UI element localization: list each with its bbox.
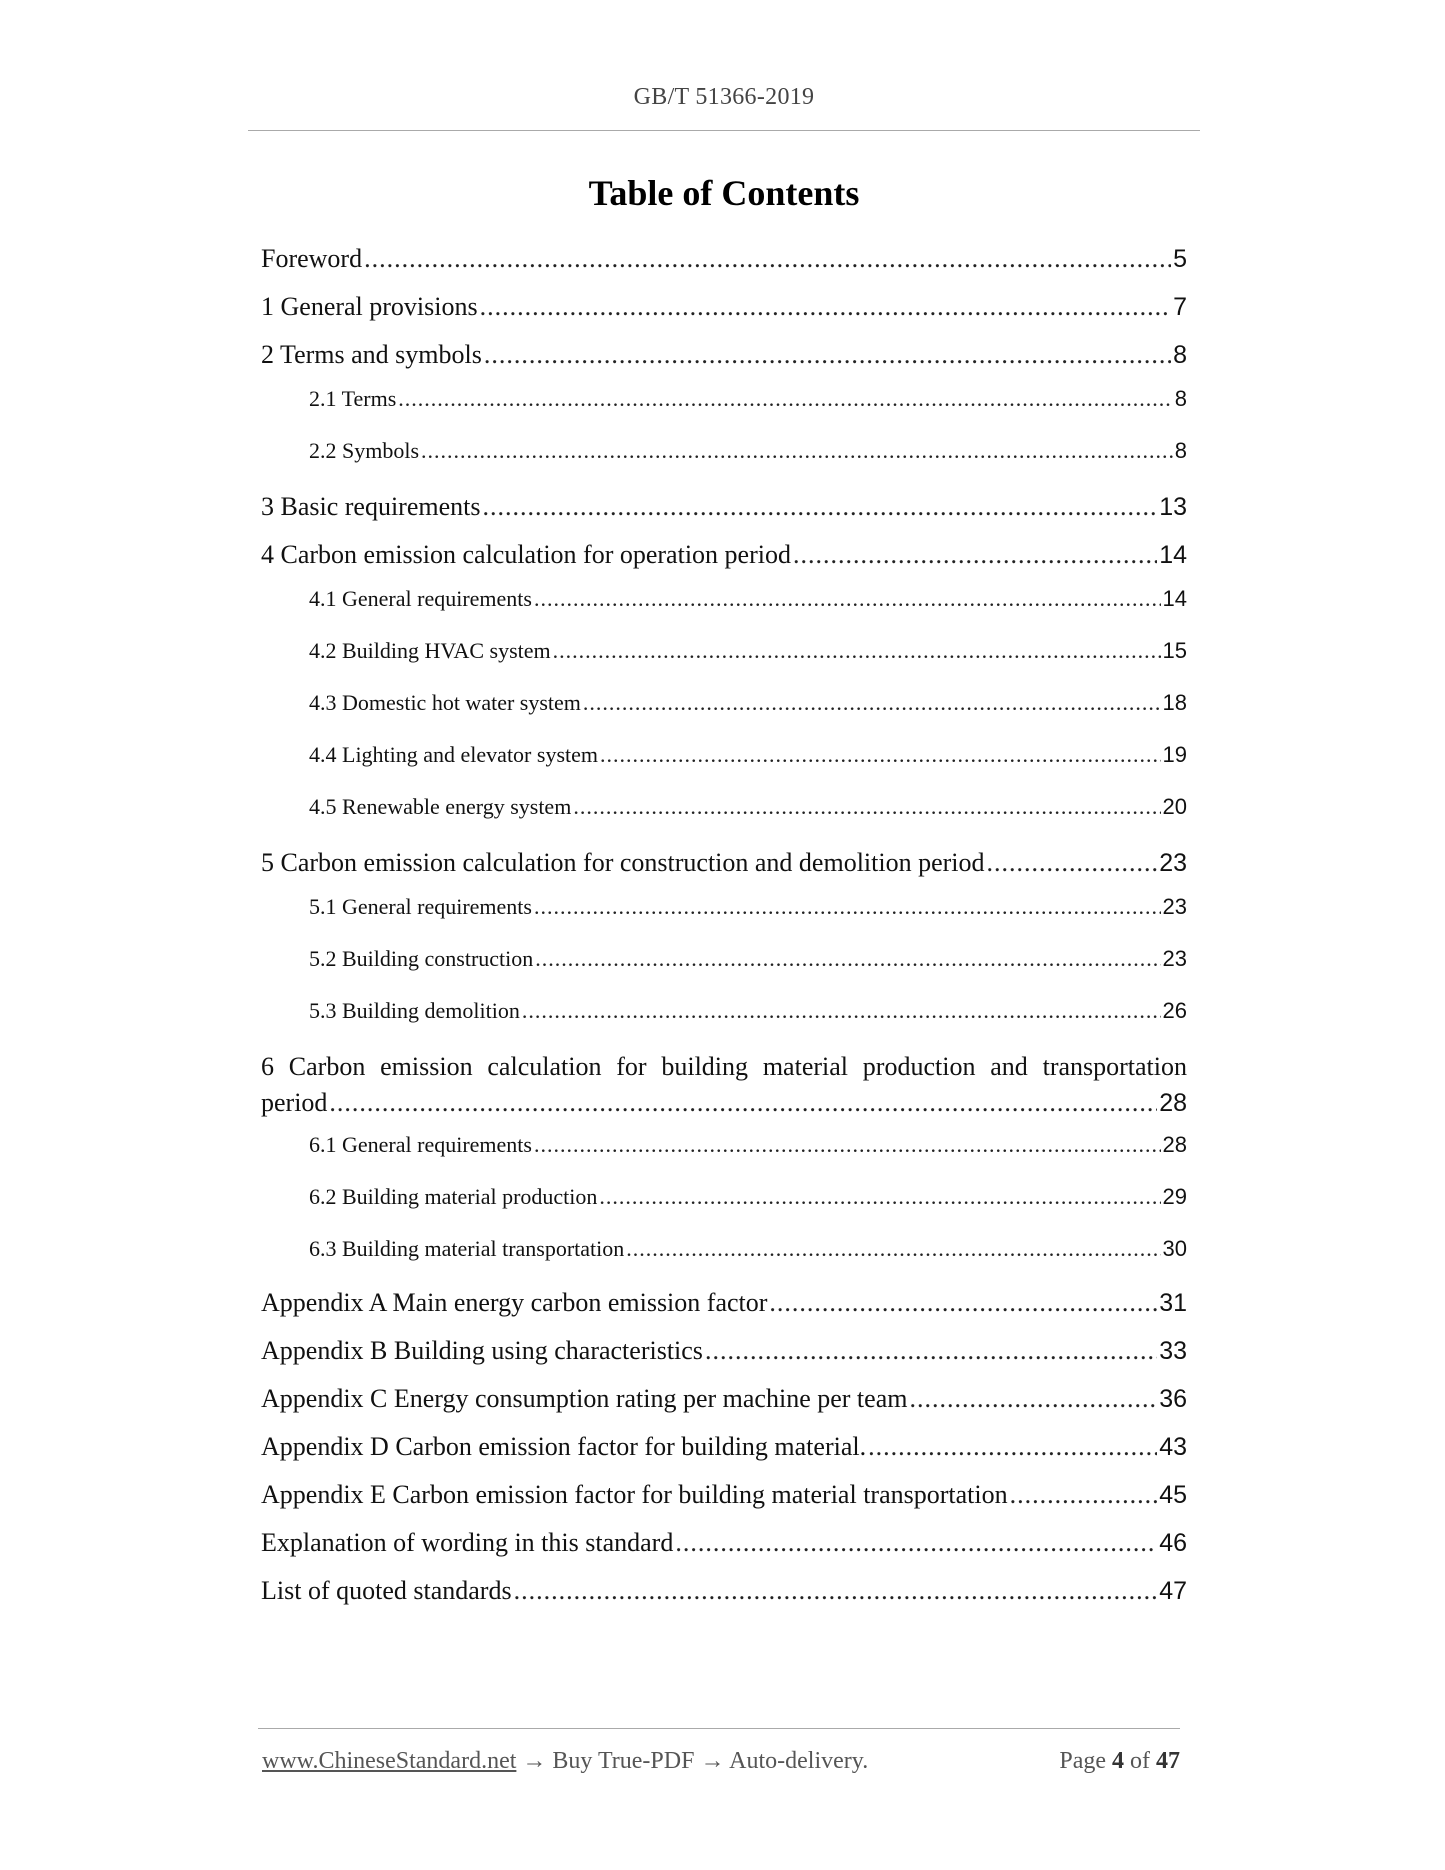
- toc-page-number: 8: [1173, 341, 1187, 369]
- toc-page-number: 18: [1162, 690, 1187, 715]
- toc-page-number: 15: [1162, 638, 1187, 663]
- toc-entry-appendix-e[interactable]: [261, 1480, 1187, 1510]
- toc-entry-text: 4 Carbon emission calculation for operation period: [261, 540, 791, 569]
- footer-rule: [258, 1728, 1180, 1729]
- leader-dots: [483, 492, 1158, 522]
- toc-entry-text: 6.1 General requirements: [309, 1132, 532, 1157]
- toc-entry-text: Foreword: [261, 244, 363, 273]
- arrow-right-icon: →: [700, 1748, 725, 1774]
- toc-entry-6-2[interactable]: [309, 1184, 1187, 1210]
- toc-entry-text: Explanation of wording in this standard: [261, 1528, 674, 1557]
- toc-page-number: 14: [1159, 541, 1187, 569]
- page-label: Page: [1059, 1748, 1106, 1774]
- toc-entry-appendix-c[interactable]: [261, 1384, 1187, 1414]
- footer-promo: [262, 1748, 868, 1775]
- toc-page-number: 7: [1173, 293, 1187, 321]
- toc-page-number: 19: [1162, 742, 1187, 767]
- toc-entry-text: 5.2 Building construction: [309, 946, 534, 971]
- leader-dots: [1010, 1480, 1158, 1510]
- toc-entry-text: Appendix E Carbon emission factor for building material transportation: [261, 1480, 1008, 1509]
- toc-page-number: 28: [1162, 1132, 1187, 1157]
- toc-entry-text: 5.3 Building demolition: [309, 998, 520, 1023]
- toc-entry-text: 5 Carbon emission calculation for construction and demolition period: [261, 848, 985, 877]
- toc-entry-text: Appendix C Energy consumption rating per machine per team: [261, 1384, 908, 1413]
- leader-dots: [480, 292, 1171, 322]
- toc-entry-text: 5.1 General requirements: [309, 894, 532, 919]
- toc-entry-symbols[interactable]: [309, 438, 1187, 464]
- toc-entry-4-3[interactable]: [309, 690, 1187, 716]
- page-indicator: [1059, 1748, 1180, 1775]
- leader-dots: [535, 946, 1160, 972]
- leader-dots: [573, 794, 1160, 820]
- current-page-number: 4: [1112, 1748, 1124, 1774]
- toc-entry-4-4[interactable]: [309, 742, 1187, 768]
- toc-entry-text: 1 General provisions: [261, 292, 478, 321]
- toc-entry-6-3[interactable]: [309, 1236, 1187, 1262]
- toc-entry-text: 3 Basic requirements: [261, 492, 481, 521]
- leader-dots: [553, 638, 1161, 664]
- toc-page-number: 46: [1159, 1529, 1187, 1557]
- toc-page-number: 23: [1162, 894, 1187, 919]
- toc-entry-6-1[interactable]: [309, 1132, 1187, 1158]
- leader-dots: [909, 1384, 1157, 1414]
- total-pages-number: 47: [1156, 1748, 1180, 1774]
- leader-dots: [329, 1088, 1157, 1118]
- toc-entry-text: Appendix B Building using characteristics: [261, 1336, 703, 1365]
- leader-dots: [522, 998, 1161, 1024]
- toc-entry-material-production[interactable]: [261, 1088, 1187, 1118]
- site-link[interactable]: www.ChineseStandard.net: [262, 1748, 517, 1774]
- leader-dots: [421, 438, 1173, 464]
- toc-entry-text: 4.2 Building HVAC system: [309, 638, 551, 663]
- toc-page-number: 31: [1159, 1289, 1187, 1317]
- toc-entry-text: 4.4 Lighting and elevator system: [309, 742, 598, 767]
- toc-page-number: 26: [1162, 998, 1187, 1023]
- leader-dots: [793, 540, 1157, 570]
- leader-dots: [534, 1132, 1161, 1158]
- toc-entry-text: 4.3 Domestic hot water system: [309, 690, 581, 715]
- toc-entry-operation-period[interactable]: [261, 540, 1187, 570]
- leader-dots: [705, 1336, 1157, 1366]
- leader-dots: [364, 244, 1171, 274]
- toc-entry-construction-demolition[interactable]: [261, 848, 1187, 878]
- leader-dots: [398, 386, 1172, 412]
- leader-dots: [534, 894, 1161, 920]
- leader-dots: [675, 1528, 1157, 1558]
- toc-entry-text: Appendix A Main energy carbon emission factor: [261, 1288, 768, 1317]
- toc-entry-explanation-of-wording[interactable]: [261, 1528, 1187, 1558]
- leader-dots: [769, 1288, 1157, 1318]
- page-of-label: of: [1130, 1748, 1150, 1774]
- arrow-right-icon: →: [522, 1748, 547, 1774]
- toc-page-number: 20: [1162, 794, 1187, 819]
- toc-entry-text: 6.2 Building material production: [309, 1184, 598, 1209]
- toc-page-number: 29: [1162, 1184, 1187, 1209]
- toc-entry-text: 4.1 General requirements: [309, 586, 532, 611]
- leader-dots: [599, 1184, 1160, 1210]
- leader-dots: [600, 742, 1161, 768]
- toc-entry-material-production-line1[interactable]: 6 Carbon emission calculation for building material production and transportation: [261, 1052, 1187, 1081]
- buy-pdf-text: Buy True-PDF: [552, 1748, 695, 1774]
- leader-dots: [514, 1576, 1158, 1606]
- toc-entry-4-1[interactable]: [309, 586, 1187, 612]
- toc-entry-5-2[interactable]: [309, 946, 1187, 972]
- leader-dots: [484, 340, 1171, 370]
- toc-entry-4-5[interactable]: [309, 794, 1187, 820]
- leader-dots: [626, 1236, 1160, 1262]
- toc-title: Table of Contents: [588, 173, 860, 213]
- toc-page-number: 14: [1162, 586, 1187, 611]
- toc-entry-4-2[interactable]: [309, 638, 1187, 664]
- toc-entry-basic-requirements[interactable]: [261, 492, 1187, 522]
- toc-page-number: 36: [1159, 1385, 1187, 1413]
- toc-entry-appendix-a[interactable]: [261, 1288, 1187, 1318]
- toc-entry-terms[interactable]: [309, 386, 1187, 412]
- auto-delivery-text: Auto-delivery.: [729, 1748, 869, 1774]
- toc-entry-text: 4.5 Renewable energy system: [309, 794, 572, 819]
- toc-page-number: 45: [1159, 1481, 1187, 1509]
- page-header: GB/T 51366-2019: [633, 84, 815, 110]
- toc-entry-foreword[interactable]: [261, 244, 1187, 274]
- toc-page-number: 28: [1159, 1089, 1187, 1117]
- toc-page-number: 8: [1174, 438, 1187, 463]
- leader-dots: [534, 586, 1161, 612]
- header-rule: [248, 130, 1200, 131]
- toc-entry-text: 2.1 Terms: [309, 386, 397, 411]
- toc-entry-appendix-b[interactable]: [261, 1336, 1187, 1366]
- toc-page-number: 47: [1159, 1577, 1187, 1605]
- toc-entry-appendix-d[interactable]: [261, 1432, 1187, 1462]
- toc-entry-terms-and-symbols[interactable]: [261, 340, 1187, 370]
- leader-dots: [583, 690, 1161, 716]
- toc-entry-text: 6.3 Building material transportation: [309, 1236, 625, 1261]
- toc-page-number: 8: [1174, 386, 1187, 411]
- toc-page-number: 33: [1159, 1337, 1187, 1365]
- leader-dots: [868, 1432, 1157, 1462]
- toc-entry-5-3[interactable]: [309, 998, 1187, 1024]
- toc-entry-text: 2.2 Symbols: [309, 438, 420, 463]
- toc-entry-quoted-standards[interactable]: [261, 1576, 1187, 1606]
- toc-page-number: 13: [1159, 493, 1187, 521]
- toc-page-number: 5: [1173, 245, 1187, 273]
- toc-entry-5-1[interactable]: [309, 894, 1187, 920]
- toc-page-number: 23: [1159, 849, 1187, 877]
- toc-entry-text: 2 Terms and symbols: [261, 340, 482, 369]
- toc-page-number: 43: [1159, 1433, 1187, 1461]
- toc-entry-text: period: [261, 1088, 328, 1117]
- leader-dots: [987, 848, 1158, 878]
- toc-page-number: 30: [1162, 1236, 1187, 1261]
- toc-entry-general-provisions[interactable]: [261, 292, 1187, 322]
- toc-page-number: 23: [1162, 946, 1187, 971]
- toc-entry-text: List of quoted standards: [261, 1576, 512, 1605]
- toc-entry-text: Appendix D Carbon emission factor for building material.: [261, 1432, 867, 1461]
